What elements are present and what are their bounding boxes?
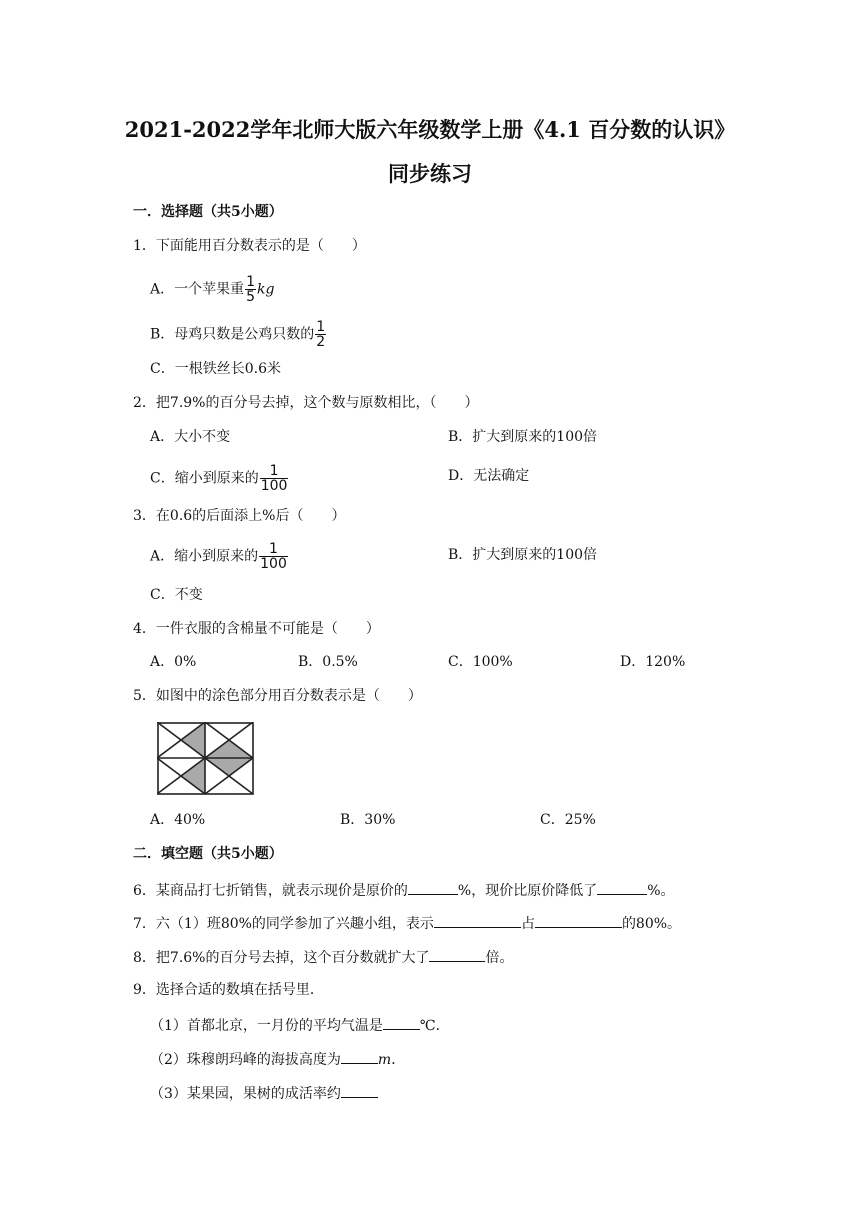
q2-option-d: D．无法确定 <box>448 468 530 484</box>
q4-option-c: C．100% <box>448 654 513 670</box>
answer-blank[interactable] <box>383 1014 420 1030</box>
q3-stem: 3．在0.6的后面添上%后（ ） <box>133 508 346 524</box>
q1-option-a: A．一个苹果重 $\frac{1}{5}$ kg <box>150 274 275 305</box>
q4-option-b: B．0.5% <box>298 654 358 670</box>
answer-blank[interactable] <box>408 879 458 895</box>
doc-title-line2: 同步练习 <box>388 161 472 186</box>
section-heading-choice: 一．选择题（共5小题） <box>133 204 283 220</box>
answer-blank[interactable] <box>597 879 647 895</box>
q1-option-b: B．母鸡只数是公鸡只数的 $\frac{1}{2}$ <box>150 319 326 350</box>
shaded-triangle <box>205 740 253 758</box>
q8: 8．把7.6%的百分号去掉，这个百分数就扩大了 倍。 <box>133 946 513 968</box>
q1-stem: 1．下面能用百分数表示的是（ ） <box>133 238 366 254</box>
fraction: $\frac{1}{100}$ <box>260 541 287 572</box>
q7: 7．六（1）班80%的同学参加了兴趣小组，表示 占 的80%。 <box>133 912 681 934</box>
answer-blank[interactable] <box>434 912 521 928</box>
q5-option-a: A．40% <box>150 812 206 828</box>
q5-option-c: C．25% <box>540 812 596 828</box>
answer-blank[interactable] <box>341 1082 378 1098</box>
q6: 6．某商品打七折销售，就表示现价是原价的 %，现价比原价降低了 %。 <box>133 879 675 901</box>
q4-option-a: A．0% <box>150 654 197 670</box>
fraction: $\frac{1}{5}$ <box>246 274 256 305</box>
q2-stem: 2．把7.9%的百分号去掉，这个数与原数相比，（ ） <box>133 395 479 411</box>
q3-option-b: B．扩大到原来的100倍 <box>448 547 598 563</box>
answer-blank[interactable] <box>535 912 622 928</box>
doc-title-line1: 2021-2022学年北师大版六年级数学上册《4.1 百分数的认识》 <box>124 117 736 142</box>
q3-option-a: A．缩小到原来的 $\frac{1}{100}$ <box>150 541 287 572</box>
q9-sub2: （2）珠穆朗玛峰的海拔高度为 m． <box>150 1048 405 1070</box>
q4-stem: 4．一件衣服的含棉量不可能是（ ） <box>133 621 380 637</box>
q2-option-b: B．扩大到原来的100倍 <box>448 429 598 445</box>
q3-option-c: C．不变 <box>150 587 203 603</box>
shaded-triangle <box>181 758 205 794</box>
q2-option-a: A．大小不变 <box>150 429 231 445</box>
q9-sub3: （3）某果园，果树的成活率约 <box>150 1082 378 1104</box>
section-heading-fill: 二．填空题（共5小题） <box>133 846 283 862</box>
shaded-triangle <box>181 722 205 758</box>
q9-stem: 9．选择合适的数填在括号里． <box>133 982 324 998</box>
q5-stem: 5．如图中的涂色部分用百分数表示是（ ） <box>133 688 422 704</box>
shaded-triangle <box>205 758 253 776</box>
fraction: $\frac{1}{100}$ <box>260 463 288 494</box>
fraction: $\frac{1}{2}$ <box>316 319 326 350</box>
shaded-grid-figure <box>157 722 254 795</box>
q2-option-c: C．缩小到原来的 $\frac{1}{100}$ <box>150 463 288 494</box>
q1-option-c: C．一根铁丝长0.6米 <box>150 361 281 377</box>
answer-blank[interactable] <box>341 1048 378 1064</box>
q5-option-b: B．30% <box>340 812 396 828</box>
q4-option-d: D．120% <box>620 654 686 670</box>
answer-blank[interactable] <box>429 946 485 962</box>
q9-sub1: （1）首都北京，一月份的平均气温是 ℃． <box>150 1014 450 1036</box>
